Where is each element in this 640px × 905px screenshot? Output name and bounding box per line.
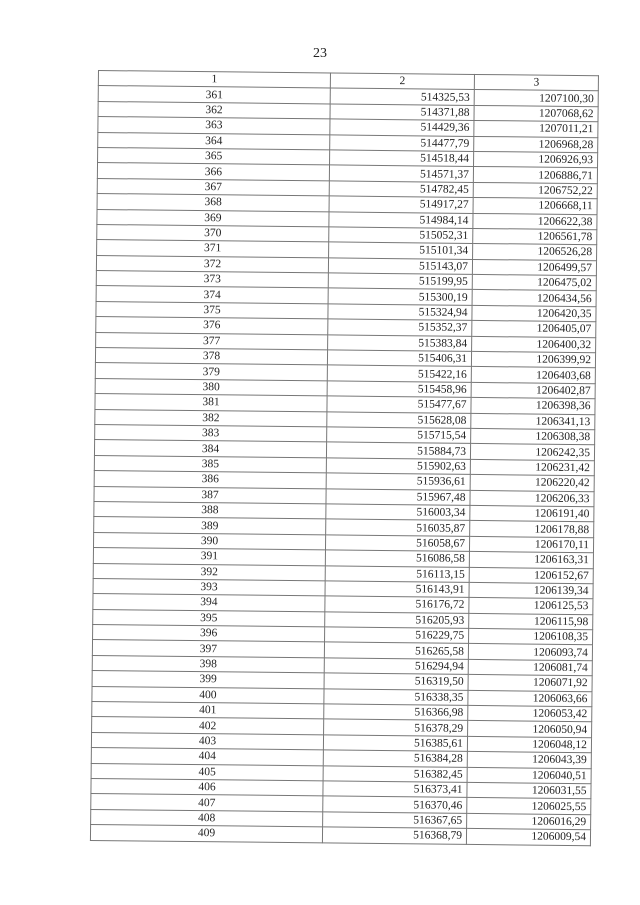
y-coordinate-cell: 1206752,22 xyxy=(473,182,597,199)
point-number-cell: 365 xyxy=(98,147,330,165)
x-coordinate-cell: 514917,27 xyxy=(329,196,473,213)
x-coordinate-cell: 516113,15 xyxy=(325,565,469,582)
point-number-cell: 389 xyxy=(94,517,326,535)
point-number-cell: 395 xyxy=(93,609,325,627)
x-coordinate-cell: 515352,37 xyxy=(328,319,472,336)
y-coordinate-cell: 1206886,71 xyxy=(473,167,597,184)
y-coordinate-cell: 1206063,66 xyxy=(468,690,592,707)
x-coordinate-cell: 514477,79 xyxy=(330,134,474,151)
point-number-cell: 396 xyxy=(93,625,325,643)
page-number: 23 xyxy=(313,46,327,61)
y-coordinate-cell: 1206125,53 xyxy=(469,598,593,615)
x-coordinate-cell: 516003,34 xyxy=(326,504,470,521)
point-number-cell: 399 xyxy=(92,671,324,689)
x-coordinate-cell: 514371,88 xyxy=(330,104,474,121)
x-coordinate-cell: 515458,96 xyxy=(327,381,471,398)
point-number-cell: 388 xyxy=(94,501,326,519)
y-coordinate-cell: 1206405,07 xyxy=(472,321,596,338)
x-coordinate-cell: 516086,58 xyxy=(325,550,469,567)
y-coordinate-cell: 1206434,56 xyxy=(472,290,596,307)
point-number-cell: 373 xyxy=(96,271,328,289)
point-number-cell: 403 xyxy=(91,732,323,750)
point-number-cell: 364 xyxy=(98,132,330,150)
x-coordinate-cell: 516384,28 xyxy=(323,750,467,767)
coordinates-table-wrapper xyxy=(90,70,598,846)
y-coordinate-cell: 1207068,62 xyxy=(474,105,598,122)
y-coordinate-cell: 1206341,13 xyxy=(471,413,595,430)
point-number-cell: 377 xyxy=(96,332,328,350)
point-number-cell: 394 xyxy=(93,594,325,612)
y-coordinate-cell: 1206178,88 xyxy=(470,521,594,538)
y-coordinate-cell: 1207011,21 xyxy=(474,121,598,138)
y-coordinate-cell: 1206308,38 xyxy=(471,428,595,445)
point-number-cell: 387 xyxy=(94,486,326,504)
point-number-cell: 408 xyxy=(91,809,323,827)
point-number-cell: 367 xyxy=(97,178,329,196)
point-number-cell: 362 xyxy=(98,101,330,119)
y-coordinate-cell: 1206403,68 xyxy=(471,367,595,384)
x-coordinate-cell: 515477,67 xyxy=(327,396,471,413)
y-coordinate-cell: 1206139,34 xyxy=(469,582,593,599)
x-coordinate-cell: 516338,35 xyxy=(324,689,468,706)
point-number-cell: 409 xyxy=(90,825,322,843)
y-coordinate-cell: 1206420,35 xyxy=(472,305,596,322)
x-coordinate-cell: 515052,31 xyxy=(329,227,473,244)
point-number-cell: 406 xyxy=(91,778,323,796)
coordinates-table xyxy=(90,70,599,846)
y-coordinate-cell: 1206071,92 xyxy=(468,675,592,692)
x-coordinate-cell: 516382,45 xyxy=(323,765,467,782)
x-coordinate-cell: 514429,36 xyxy=(330,119,474,136)
point-number-cell: 407 xyxy=(91,794,323,812)
y-coordinate-cell: 1206108,35 xyxy=(469,628,593,645)
point-number-cell: 392 xyxy=(93,563,325,581)
y-coordinate-cell: 1206526,28 xyxy=(473,244,597,261)
y-coordinate-cell: 1206968,28 xyxy=(474,136,598,153)
x-coordinate-cell: 516319,50 xyxy=(324,673,468,690)
x-coordinate-cell: 516370,46 xyxy=(323,796,467,813)
point-number-cell: 369 xyxy=(97,209,329,227)
x-coordinate-cell: 514518,44 xyxy=(330,150,474,167)
x-coordinate-cell: 515143,07 xyxy=(328,258,472,275)
y-coordinate-cell: 1206398,36 xyxy=(471,398,595,415)
x-coordinate-cell: 515406,31 xyxy=(327,350,471,367)
x-coordinate-cell: 516176,72 xyxy=(325,596,469,613)
x-coordinate-cell: 515902,63 xyxy=(326,458,470,475)
point-number-cell: 363 xyxy=(98,117,330,135)
x-coordinate-cell: 516265,58 xyxy=(324,642,468,659)
point-number-cell: 374 xyxy=(96,286,328,304)
y-coordinate-cell: 1206399,92 xyxy=(471,351,595,368)
y-coordinate-cell: 1206053,42 xyxy=(468,705,592,722)
column-header-1: 1 xyxy=(98,71,330,89)
point-number-cell: 375 xyxy=(96,301,328,319)
x-coordinate-cell: 515300,19 xyxy=(328,288,472,305)
column-header-3: 3 xyxy=(474,74,598,91)
y-coordinate-cell: 1206400,32 xyxy=(472,336,596,353)
x-coordinate-cell: 516367,65 xyxy=(323,812,467,829)
y-coordinate-cell: 1206561,78 xyxy=(473,228,597,245)
point-number-cell: 371 xyxy=(97,240,329,258)
x-coordinate-cell: 515884,73 xyxy=(326,442,470,459)
point-number-cell: 370 xyxy=(97,224,329,242)
point-number-cell: 384 xyxy=(94,440,326,458)
point-number-cell: 379 xyxy=(95,363,327,381)
y-coordinate-cell: 1206926,93 xyxy=(474,151,598,168)
point-number-cell: 404 xyxy=(91,748,323,766)
y-coordinate-cell: 1206402,87 xyxy=(471,382,595,399)
point-number-cell: 372 xyxy=(96,255,328,273)
x-coordinate-cell: 515422,16 xyxy=(327,365,471,382)
column-header-2: 2 xyxy=(330,73,474,90)
x-coordinate-cell: 516143,91 xyxy=(325,581,469,598)
point-number-cell: 386 xyxy=(94,471,326,489)
point-number-cell: 400 xyxy=(92,686,324,704)
y-coordinate-cell: 1206191,40 xyxy=(470,505,594,522)
point-number-cell: 378 xyxy=(95,348,327,366)
point-number-cell: 366 xyxy=(97,163,329,181)
x-coordinate-cell: 515324,94 xyxy=(328,304,472,321)
y-coordinate-cell: 1206093,74 xyxy=(468,644,592,661)
x-coordinate-cell: 515628,08 xyxy=(327,412,471,429)
y-coordinate-cell: 1206040,51 xyxy=(467,767,591,784)
point-number-cell: 397 xyxy=(92,640,324,658)
point-number-cell: 383 xyxy=(95,424,327,442)
point-number-cell: 361 xyxy=(98,86,330,104)
x-coordinate-cell: 514571,37 xyxy=(329,165,473,182)
point-number-cell: 382 xyxy=(95,409,327,427)
point-number-cell: 402 xyxy=(92,717,324,735)
x-coordinate-cell: 516368,79 xyxy=(322,827,466,844)
y-coordinate-cell: 1206206,33 xyxy=(470,490,594,507)
point-number-cell: 398 xyxy=(92,655,324,673)
x-coordinate-cell: 516366,98 xyxy=(324,704,468,721)
y-coordinate-cell: 1206152,67 xyxy=(469,567,593,584)
y-coordinate-cell: 1206220,42 xyxy=(470,475,594,492)
x-coordinate-cell: 516035,87 xyxy=(326,519,470,536)
x-coordinate-cell: 514984,14 xyxy=(329,211,473,228)
y-coordinate-cell: 1206499,57 xyxy=(472,259,596,276)
y-coordinate-cell: 1206170,11 xyxy=(469,536,593,553)
y-coordinate-cell: 1206622,38 xyxy=(473,213,597,230)
x-coordinate-cell: 515715,54 xyxy=(327,427,471,444)
x-coordinate-cell: 515199,95 xyxy=(328,273,472,290)
x-coordinate-cell: 514782,45 xyxy=(329,181,473,198)
y-coordinate-cell: 1206016,29 xyxy=(467,813,591,830)
y-coordinate-cell: 1206048,12 xyxy=(467,736,591,753)
x-coordinate-cell: 516058,67 xyxy=(325,535,469,552)
y-coordinate-cell: 1206242,35 xyxy=(470,444,594,461)
y-coordinate-cell: 1206163,31 xyxy=(469,552,593,569)
x-coordinate-cell: 516294,94 xyxy=(324,658,468,675)
x-coordinate-cell: 515383,84 xyxy=(328,335,472,352)
x-coordinate-cell: 515101,34 xyxy=(329,242,473,259)
point-number-cell: 393 xyxy=(93,578,325,596)
x-coordinate-cell: 516373,41 xyxy=(323,781,467,798)
x-coordinate-cell: 516229,75 xyxy=(325,627,469,644)
y-coordinate-cell: 1206231,42 xyxy=(470,459,594,476)
x-coordinate-cell: 516385,61 xyxy=(323,735,467,752)
y-coordinate-cell: 1206009,54 xyxy=(466,829,590,846)
x-coordinate-cell: 515936,61 xyxy=(326,473,470,490)
y-coordinate-cell: 1206115,98 xyxy=(469,613,593,630)
x-coordinate-cell: 516205,93 xyxy=(325,612,469,629)
y-coordinate-cell: 1206668,11 xyxy=(473,198,597,215)
point-number-cell: 381 xyxy=(95,394,327,412)
point-number-cell: 401 xyxy=(92,701,324,719)
point-number-cell: 380 xyxy=(95,378,327,396)
y-coordinate-cell: 1206050,94 xyxy=(468,721,592,738)
x-coordinate-cell: 516378,29 xyxy=(324,719,468,736)
y-coordinate-cell: 1206081,74 xyxy=(468,659,592,676)
point-number-cell: 376 xyxy=(96,317,328,335)
table-body xyxy=(90,86,598,845)
point-number-cell: 390 xyxy=(93,532,325,550)
point-number-cell: 368 xyxy=(97,194,329,212)
x-coordinate-cell: 514325,53 xyxy=(330,88,474,105)
point-number-cell: 391 xyxy=(93,548,325,566)
y-coordinate-cell: 1206475,02 xyxy=(472,275,596,292)
point-number-cell: 385 xyxy=(94,455,326,473)
point-number-cell: 405 xyxy=(91,763,323,781)
y-coordinate-cell: 1206025,55 xyxy=(467,798,591,815)
y-coordinate-cell: 1206031,55 xyxy=(467,782,591,799)
y-coordinate-cell: 1206043,39 xyxy=(467,752,591,769)
x-coordinate-cell: 515967,48 xyxy=(326,488,470,505)
y-coordinate-cell: 1207100,30 xyxy=(474,90,598,107)
